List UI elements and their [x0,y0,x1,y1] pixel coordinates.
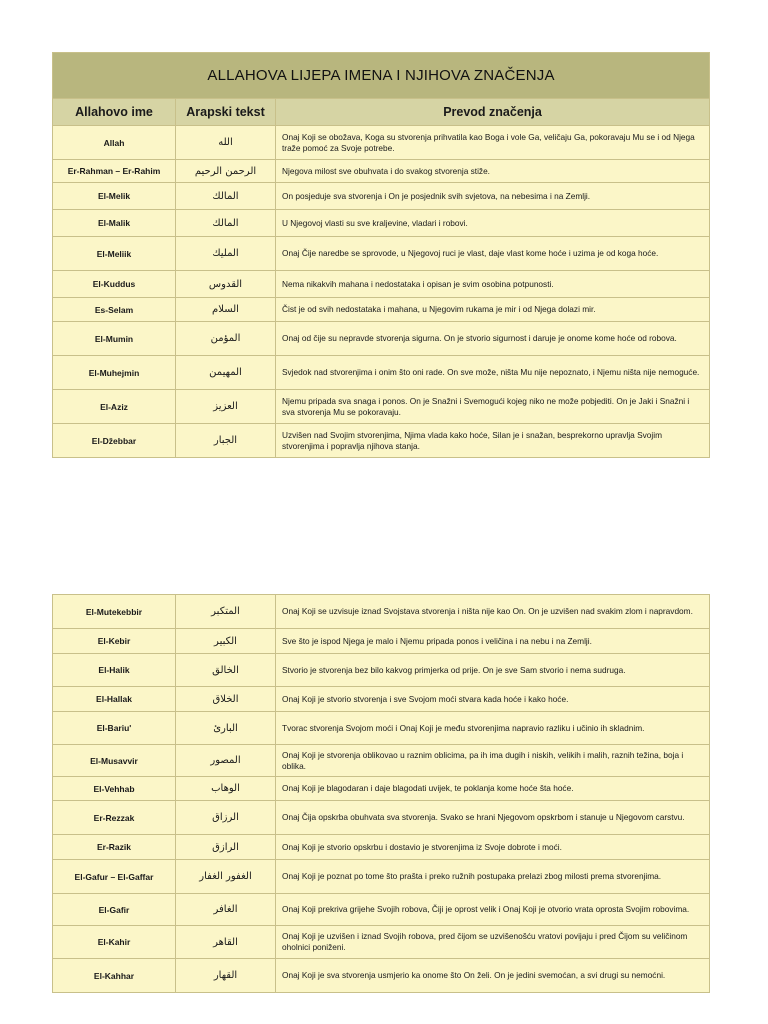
name-cell: Er-Rezzak [53,801,176,835]
arabic-name-cell: الرزاق [176,801,276,835]
name-cell: El-Gafur – El-Gaffar [53,860,176,894]
name-cell: Es-Selam [53,298,176,322]
name-cell: El-Mumin [53,322,176,356]
arabic-name-cell: الخلاق [176,687,276,712]
name-cell: El-Bariu' [53,712,176,745]
name-cell: El-Kahir [53,926,176,959]
table-row [53,687,710,712]
name-cell: El-Džebbar [53,424,176,458]
arabic-name-cell: القاهر [176,926,276,959]
arabic-name-cell: الكبير [176,629,276,654]
meaning-cell: Onaj Čije naredbe se sprovode, u Njegovoj ruci je vlast, daje vlast kome hoće i uzima je od koga hoće. [276,237,710,271]
arabic-name-cell: الله [176,126,276,160]
arabic-name-cell: الخالق [176,654,276,687]
name-cell: Allah [53,126,176,160]
table-row [53,860,710,894]
name-cell: El-Meliik [53,237,176,271]
table-row [53,322,710,356]
name-cell: El-Hallak [53,687,176,712]
column-header-meaning: Prevod značenja [276,99,710,126]
meaning-cell: Uzvišen nad Svojim stvorenjima, Njima vlada kako hoće, Silan je i snažan, besprekorno upravlja Svojim stvorenjima i popravlja njihova stanja. [276,424,710,458]
column-header-arabic: Arapski tekst [176,99,276,126]
arabic-name-cell: القهار [176,959,276,993]
name-cell: El-Vehhab [53,777,176,801]
name-cell: El-Kebir [53,629,176,654]
meaning-cell: Onaj Koji je uzvišen i iznad Svojih robova, pred čijom se uzvišenošću vratovi povijaju i pred Čijom su veličinom oholnici poniženi. [276,926,710,959]
meaning-cell: Onaj Koji se uzvisuje iznad Svojstava stvorenja i ništa nije kao On. On je uzvišen nad svakim zlom i napravdom. [276,595,710,629]
meaning-cell: Stvorio je stvorenja bez bilo kakvog primjerka od prije. On je sve Sam stvorio i nema sudruga. [276,654,710,687]
meaning-cell: Onaj Koji je sva stvorenja usmjerio ka onome što On želi. On je jedini svemoćan, a svi drugi su nemoćni. [276,959,710,993]
table-row [53,210,710,237]
arabic-name-cell: الغفور الغفار [176,860,276,894]
table-row [53,777,710,801]
table-row [53,801,710,835]
meaning-cell: Njegova milost sve obuhvata i do svakog stvorenja stiže. [276,160,710,183]
table-row [53,183,710,210]
table-row [53,126,710,160]
arabic-name-cell: الغافر [176,894,276,926]
arabic-name-cell: المصور [176,745,276,777]
meaning-cell: Onaj Koji je stvorio stvorenja i sve Svojom moći stvara kada hoće i kako hoće. [276,687,710,712]
arabic-name-cell: الوهاب [176,777,276,801]
meaning-cell: Njemu pripada sva snaga i ponos. On je Snažni i Svemogući kojeg niko ne može pobjediti. On je Jaki i Snažni i sva stvorenja Mu se pokoravaju. [276,390,710,424]
arabic-name-cell: السلام [176,298,276,322]
names-table-2 [52,594,710,993]
arabic-name-cell: المهيمن [176,356,276,390]
names-table-1 [52,52,710,458]
meaning-cell: Sve što je ispod Njega je malo i Njemu pripada ponos i veličina i na nebu i na Zemlji. [276,629,710,654]
meaning-cell: Onaj Koji prekriva grijehe Svojih robova, Čiji je oprost velik i Onaj Koji je otvorio vrata oprosta Svojim robovima. [276,894,710,926]
meaning-cell: Onaj Koji je poznat po tome što prašta i preko ružnih postupaka prelazi zbog milosti prema stvorenjima. [276,860,710,894]
arabic-name-cell: المليك [176,237,276,271]
table-row [53,712,710,745]
name-cell: El-Kuddus [53,271,176,298]
name-cell: El-Musavvir [53,745,176,777]
meaning-cell: On posjeduje sva stvorenja i On je posjednik svih svjetova, na nebesima i na Zemlji. [276,183,710,210]
meaning-cell: Tvorac stvorenja Svojom moći i Onaj Koji je među stvorenjima napravio razliku i učinio ih skladnim. [276,712,710,745]
meaning-cell: Nema nikakvih mahana i nedostataka i opisan je svim osobina potpunosti. [276,271,710,298]
arabic-name-cell: البارئ [176,712,276,745]
arabic-name-cell: الرحمن الرحيم [176,160,276,183]
table-row [53,745,710,777]
meaning-cell: U Njegovoj vlasti su sve kraljevine, vladari i robovi. [276,210,710,237]
meaning-cell: Onaj Čija opskrba obuhvata sva stvorenja. Svako se hrani Njegovom opskrbom i stanuje u Njegovom carstvu. [276,801,710,835]
column-header-row [53,99,710,126]
name-cell: El-Gafir [53,894,176,926]
table-row [53,271,710,298]
table-row [53,160,710,183]
name-cell: El-Aziz [53,390,176,424]
meaning-cell: Onaj Koji je blagodaran i daje blagodati uvijek, te poklanja kome hoće šta hoće. [276,777,710,801]
name-cell: Er-Razik [53,835,176,860]
arabic-name-cell: القدوس [176,271,276,298]
arabic-name-cell: الرازق [176,835,276,860]
table-row [53,237,710,271]
name-cell: El-Mutekebbir [53,595,176,629]
meaning-cell: Čist je od svih nedostataka i mahana, u Njegovim rukama je mir i od Njega dolazi mir. [276,298,710,322]
table-row [53,298,710,322]
meaning-cell: Svjedok nad stvorenjima i onim što oni rade. On sve može, ništa Mu nije nepoznato, i Njemu ništa nije nemoguće. [276,356,710,390]
name-cell: Er-Rahman – Er-Rahim [53,160,176,183]
table-row [53,424,710,458]
table-row [53,390,710,424]
arabic-name-cell: المؤمن [176,322,276,356]
name-cell: El-Halik [53,654,176,687]
table-row [53,654,710,687]
table-row [53,835,710,860]
table-row [53,629,710,654]
table-row [53,595,710,629]
name-cell: El-Muhejmin [53,356,176,390]
column-header-name: Allahovo ime [53,99,176,126]
name-cell: El-Kahhar [53,959,176,993]
arabic-name-cell: الجبار [176,424,276,458]
table-row [53,959,710,993]
arabic-name-cell: المتكبر [176,595,276,629]
meaning-cell: Onaj od čije su nepravde stvorenja sigurna. On je stvorio sigurnost i daruje je onome kome hoće od robova. [276,322,710,356]
arabic-name-cell: المالك [176,210,276,237]
table-row [53,356,710,390]
table-row [53,926,710,959]
name-cell: El-Malik [53,210,176,237]
table-row [53,894,710,926]
document-title: ALLAHOVA LIJEPA IMENA I NJIHOVA ZNAČENJA [53,53,710,99]
meaning-cell: Onaj Koji je stvorio opskrbu i dostavio je stvorenjima iz Svoje dobrote i moći. [276,835,710,860]
arabic-name-cell: المالك [176,183,276,210]
name-cell: El-Melik [53,183,176,210]
meaning-cell: Onaj Koji se obožava, Koga su stvorenja prihvatila kao Boga i vole Ga, veličaju Ga, pokoravaju Mu se i od Njega traže pomoć za Svoje potrebe. [276,126,710,160]
meaning-cell: Onaj Koji je stvorenja oblikovao u raznim oblicima, pa ih ima dugih i niskih, velikih i malih, raznih težina, boja i oblika. [276,745,710,777]
arabic-name-cell: العزيز [176,390,276,424]
